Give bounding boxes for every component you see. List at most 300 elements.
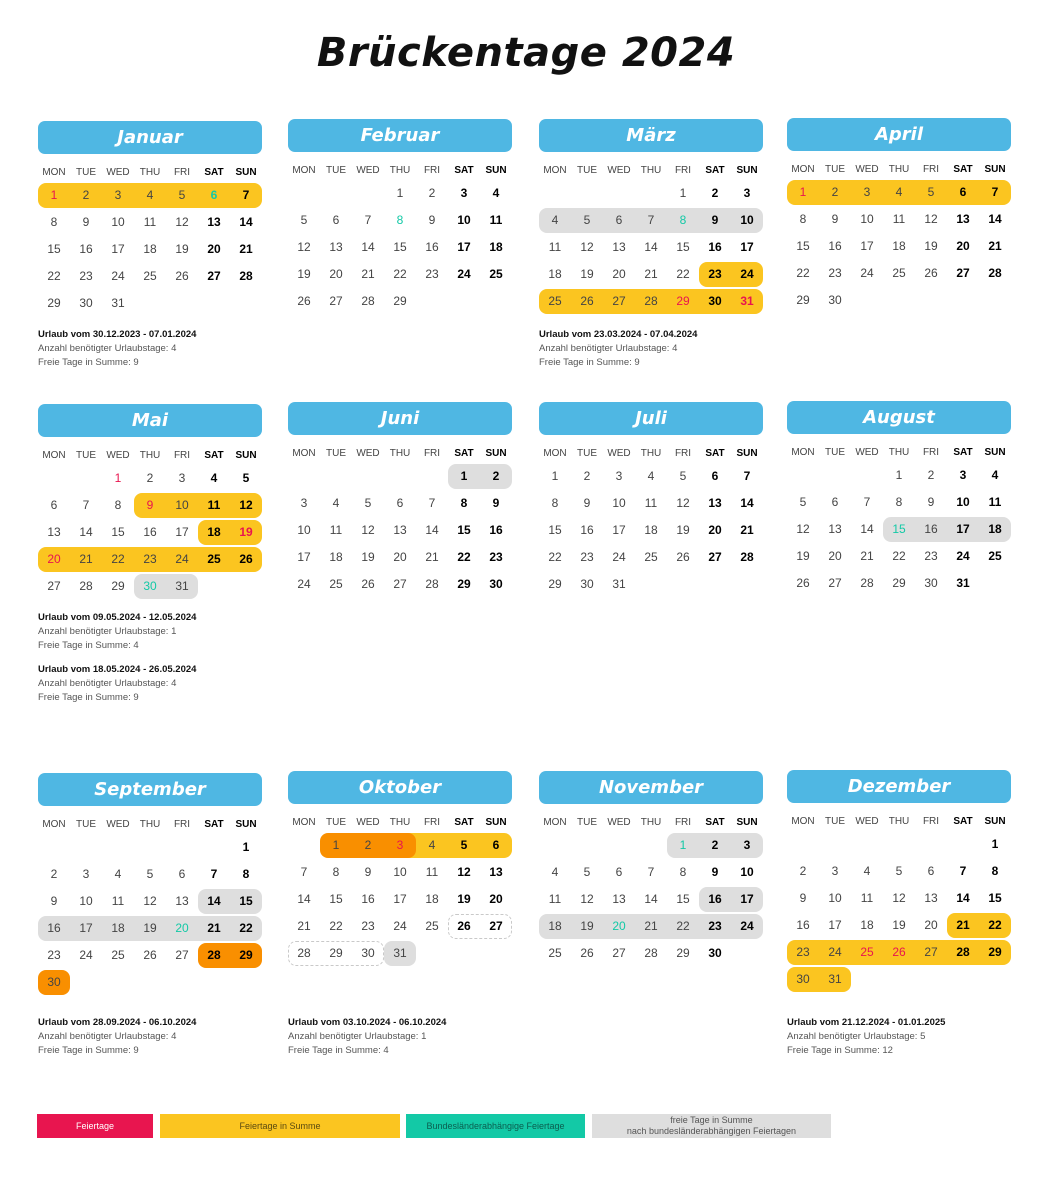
day-cell: 10 [393,865,407,879]
day-cell: 14 [644,240,658,254]
day-cell: 16 [425,240,439,254]
day-cell: 12 [239,498,253,512]
day-cell: 10 [79,894,93,908]
day-cell: 19 [457,892,471,906]
week-row [288,288,512,315]
day-cell: 30 [828,293,842,307]
legend-feiertage [37,1114,153,1138]
empty-cell [979,287,1011,314]
day-cell: 9 [799,891,807,905]
day-cell: 23 [47,948,61,962]
day-cell: 29 [548,577,562,591]
empty-cell [384,463,416,490]
day-cell: 18 [644,523,658,537]
day-cell: 21 [644,919,658,933]
day-cell: 16 [580,523,594,537]
empty-cell [352,463,384,490]
weekday-label: SAT [705,447,725,459]
day-cell: 4 [492,186,500,200]
vacation-note-dezember [787,1016,945,1058]
empty-cell [448,940,480,967]
week-row [539,234,763,261]
day-cell: 14 [361,240,375,254]
weekday-label: WED [607,816,631,828]
weekday-label: THU [389,447,411,459]
day-cell: 29 [796,293,810,307]
weekday-label: MON [292,816,316,828]
day-cell: 25 [425,919,439,933]
day-cell: 8 [114,498,122,512]
empty-cell [851,966,883,993]
day-cell: 22 [111,552,125,566]
day-cell: 2 [50,867,58,881]
day-cell: 5 [242,471,250,485]
weekday-label: THU [888,815,910,827]
day-cell: 20 [329,267,343,281]
day-cell: 27 [329,294,343,308]
day-cell: 13 [393,523,407,537]
weekday-label: TUE [326,447,346,459]
day-cell: 21 [239,242,253,256]
day-cell: 8 [50,215,58,229]
day-cell: 16 [924,522,938,536]
weekday-label: FRI [922,815,940,827]
day-cell: 11 [860,891,874,905]
day-cell: 12 [143,894,157,908]
day-cell: 4 [428,838,436,852]
weekday-label: MON [292,447,316,459]
day-cell: 12 [676,496,690,510]
empty-cell [134,834,166,861]
weekday-header [787,443,1011,461]
day-cell: 18 [548,919,562,933]
day-cell: 13 [828,522,842,536]
day-cell: 1 [991,837,999,851]
day-cell: 17 [79,921,93,935]
day-cell: 4 [332,496,340,510]
day-cell: 5 [460,838,468,852]
day-cell: 6 [178,867,186,881]
day-cell: 20 [956,239,970,253]
day-cell: 18 [111,921,125,935]
day-cell: 12 [580,892,594,906]
day-cell: 28 [740,550,754,564]
day-cell: 9 [831,212,839,226]
day-cell: 1 [679,186,687,200]
weekday-label: FRI [423,447,441,459]
weekday-header [787,160,1011,178]
day-cell: 15 [329,892,343,906]
month-august [787,401,1011,597]
month-grid [539,463,763,598]
month-oktober [288,771,512,967]
day-cell: 23 [708,267,722,281]
day-cell: 5 [300,213,308,227]
day-cell: 4 [863,864,871,878]
day-cell: 29 [239,948,253,962]
week-row [787,543,1011,570]
week-row [539,886,763,913]
day-cell: 16 [143,525,157,539]
day-cell: 20 [612,919,626,933]
empty-cell [851,462,883,489]
day-cell: 14 [740,496,754,510]
weekday-header [539,813,763,831]
day-cell: 2 [492,469,500,483]
weekday-label: TUE [76,818,96,830]
month-header: September [38,773,262,806]
empty-cell [819,462,851,489]
day-cell: 26 [361,577,375,591]
day-cell: 2 [364,838,372,852]
day-cell: 6 [50,498,58,512]
day-cell: 24 [740,267,754,281]
week-row [38,492,262,519]
weekday-label: MON [791,446,815,458]
day-cell: 4 [146,188,154,202]
day-cell: 2 [428,186,436,200]
day-cell: 9 [82,215,90,229]
day-cell: 10 [740,865,754,879]
day-cell: 10 [612,496,626,510]
day-cell: 19 [796,549,810,563]
month-november [539,771,763,967]
month-grid [787,179,1011,314]
note-days-total: Freie Tage in Summe: 9 [38,692,139,703]
day-cell: 22 [988,918,1002,932]
empty-cell [539,832,571,859]
empty-cell [603,832,635,859]
day-cell: 17 [956,522,970,536]
day-cell: 23 [580,550,594,564]
day-cell: 29 [676,946,690,960]
week-row [288,886,512,913]
day-cell: 11 [425,865,439,879]
month-februar [288,119,512,315]
week-row [539,288,763,315]
day-cell: 15 [457,523,471,537]
day-cell: 14 [988,212,1002,226]
weekday-label: WED [356,816,380,828]
day-cell: 10 [956,495,970,509]
day-cell: 5 [178,188,186,202]
month-januar [38,121,262,317]
day-cell: 6 [210,188,218,202]
note-days-needed: Anzahl benötigter Urlaubstage: 1 [288,1031,427,1042]
week-row [288,207,512,234]
day-cell: 3 [743,838,751,852]
day-cell: 1 [114,471,122,485]
day-cell: 26 [676,550,690,564]
week-row [288,544,512,571]
day-cell: 17 [457,240,471,254]
day-cell: 3 [82,867,90,881]
weekday-label: MON [543,447,567,459]
weekday-label: WED [607,164,631,176]
day-cell: 16 [708,892,722,906]
month-header: Dezember [787,770,1011,803]
day-cell: 26 [297,294,311,308]
empty-cell [480,288,512,315]
weekday-label: SUN [235,449,257,461]
week-row [288,913,512,940]
empty-cell [288,463,320,490]
empty-cell [166,834,198,861]
day-cell: 8 [799,212,807,226]
day-cell: 14 [425,523,439,537]
day-cell: 17 [175,525,189,539]
day-cell: 21 [740,523,754,537]
week-row [288,490,512,517]
day-cell: 19 [239,525,253,539]
weekday-header [38,163,262,181]
day-cell: 20 [612,267,626,281]
day-cell: 30 [708,946,722,960]
day-cell: 23 [361,919,375,933]
week-row [787,858,1011,885]
empty-cell [102,969,134,996]
day-cell: 4 [114,867,122,881]
day-cell: 15 [239,894,253,908]
weekday-label: WED [106,166,130,178]
day-cell: 31 [393,946,407,960]
weekday-label: SUN [736,816,758,828]
note-days-total: Freie Tage in Summe: 4 [38,640,139,651]
day-cell: 6 [332,213,340,227]
week-row [38,263,262,290]
week-row [787,287,1011,314]
day-cell: 11 [548,892,562,906]
weekday-label: SUN [984,815,1006,827]
weekday-label: SUN [984,446,1006,458]
month-grid [288,180,512,315]
weekday-label: MON [543,164,567,176]
weekday-header [539,161,763,179]
day-cell: 11 [111,894,125,908]
weekday-header [38,815,262,833]
week-row [787,831,1011,858]
week-row [288,261,512,288]
day-cell: 5 [895,864,903,878]
day-cell: 15 [796,239,810,253]
day-cell: 28 [956,945,970,959]
day-cell: 8 [679,865,687,879]
day-cell: 13 [612,892,626,906]
day-cell: 28 [79,579,93,593]
month-dezember [787,770,1011,993]
day-cell: 21 [361,267,375,281]
day-cell: 23 [79,269,93,283]
day-cell: 19 [175,242,189,256]
day-cell: 13 [207,215,221,229]
day-cell: 18 [892,239,906,253]
empty-cell [635,571,667,598]
weekday-header [288,161,512,179]
weekday-label: WED [106,449,130,461]
day-cell: 7 [82,498,90,512]
day-cell: 20 [828,549,842,563]
day-cell: 11 [892,212,906,226]
week-row [38,546,262,573]
empty-cell [787,831,819,858]
day-cell: 24 [457,267,471,281]
empty-cell [915,831,947,858]
day-cell: 1 [332,838,340,852]
day-cell: 11 [988,495,1002,509]
day-cell: 3 [178,471,186,485]
week-row [787,939,1011,966]
week-row [38,861,262,888]
day-cell: 3 [863,185,871,199]
weekday-label: FRI [674,447,692,459]
weekday-label: SUN [235,166,257,178]
day-cell: 15 [988,891,1002,905]
empty-cell [819,831,851,858]
day-cell: 19 [676,523,690,537]
weekday-label: FRI [173,818,191,830]
weekday-label: SAT [454,447,474,459]
day-cell: 16 [708,240,722,254]
day-cell: 2 [711,186,719,200]
month-juni [288,402,512,598]
day-cell: 31 [828,972,842,986]
day-cell: 22 [892,549,906,563]
day-cell: 16 [79,242,93,256]
weekday-label: FRI [173,166,191,178]
day-cell: 8 [991,864,999,878]
day-cell: 5 [799,495,807,509]
week-row [539,544,763,571]
day-cell: 24 [79,948,93,962]
day-cell: 30 [143,579,157,593]
day-cell: 9 [711,865,719,879]
week-row [38,834,262,861]
day-cell: 13 [612,240,626,254]
empty-cell [416,288,448,315]
weekday-label: FRI [423,816,441,828]
day-cell: 29 [457,577,471,591]
empty-cell [731,571,763,598]
empty-cell [731,940,763,967]
weekday-label: TUE [76,449,96,461]
weekday-label: MON [42,166,66,178]
week-row [539,832,763,859]
day-cell: 8 [396,213,404,227]
day-cell: 13 [329,240,343,254]
month-grid [38,465,262,600]
weekday-label: SAT [454,164,474,176]
day-cell: 8 [551,496,559,510]
day-cell: 11 [489,213,503,227]
day-cell: 22 [548,550,562,564]
day-cell: 17 [828,918,842,932]
day-cell: 15 [676,892,690,906]
week-row [539,913,763,940]
day-cell: 24 [740,919,754,933]
day-cell: 29 [47,296,61,310]
month-grid [539,180,763,315]
day-cell: 10 [828,891,842,905]
day-cell: 27 [828,576,842,590]
week-row [288,180,512,207]
day-cell: 5 [583,213,591,227]
month-header: März [539,119,763,152]
month-header: Februar [288,119,512,152]
day-cell: 1 [799,185,807,199]
day-cell: 15 [892,522,906,536]
day-cell: 20 [393,550,407,564]
week-row [539,571,763,598]
day-cell: 1 [551,469,559,483]
day-cell: 21 [644,267,658,281]
day-cell: 1 [50,188,58,202]
day-cell: 2 [146,471,154,485]
day-cell: 13 [175,894,189,908]
day-cell: 17 [740,240,754,254]
weekday-label: TUE [76,166,96,178]
day-cell: 21 [425,550,439,564]
vacation-note-januar [38,328,196,370]
empty-cell [320,463,352,490]
day-cell: 12 [924,212,938,226]
day-cell: 17 [297,550,311,564]
weekday-label: THU [139,166,161,178]
week-row [288,571,512,598]
weekday-header [288,444,512,462]
vacation-note-oktober [288,1016,446,1058]
month-header: April [787,118,1011,151]
month-header: Oktober [288,771,512,804]
day-cell: 9 [583,496,591,510]
weekday-label: FRI [423,164,441,176]
week-row [38,573,262,600]
weekday-label: SUN [984,163,1006,175]
note-heading: Urlaub vom 23.03.2024 - 07.04.2024 [539,329,698,340]
day-cell: 12 [580,240,594,254]
day-cell: 26 [892,945,906,959]
week-row [38,290,262,317]
day-cell: 27 [175,948,189,962]
day-cell: 18 [207,525,221,539]
day-cell: 22 [796,266,810,280]
day-cell: 15 [676,240,690,254]
day-cell: 3 [831,864,839,878]
day-cell: 4 [991,468,999,482]
weekday-header [288,813,512,831]
day-cell: 16 [489,523,503,537]
note-heading: Urlaub vom 30.12.2023 - 07.01.2024 [38,329,197,340]
day-cell: 11 [143,215,157,229]
weekday-label: FRI [922,163,940,175]
month-grid [38,834,262,996]
month-grid [288,832,512,967]
day-cell: 9 [50,894,58,908]
day-cell: 29 [892,576,906,590]
day-cell: 26 [580,946,594,960]
day-cell: 4 [551,865,559,879]
weekday-label: SUN [235,818,257,830]
note-heading: Urlaub vom 03.10.2024 - 06.10.2024 [288,1017,447,1028]
day-cell: 12 [175,215,189,229]
empty-cell [851,287,883,314]
month-april [787,118,1011,314]
day-cell: 7 [991,185,999,199]
weekday-label: TUE [825,815,845,827]
day-cell: 7 [210,867,218,881]
day-cell: 12 [796,522,810,536]
day-cell: 23 [796,945,810,959]
day-cell: 6 [927,864,935,878]
